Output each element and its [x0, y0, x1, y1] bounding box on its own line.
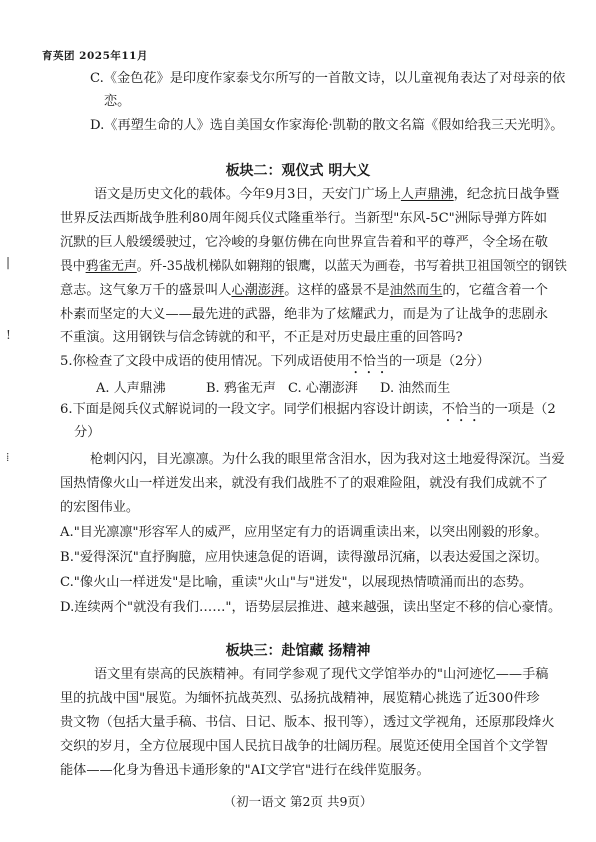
underlined-idiom: 人声鼎沸 [400, 187, 454, 202]
question-6-line2: 分） [74, 425, 101, 440]
paragraph-line: 沉默的巨人般缓缓驶过，它冷峻的身躯仿佛在向世界宣告着和平的尊严，令全场在敬 [60, 235, 548, 250]
underlined-idiom: 油然而生 [389, 283, 443, 298]
section-title: 板块二：观仪式 明大义 [225, 163, 371, 179]
q6-option-d: D.连续两个"就没有我们……"，语势层层推进、越来越强，读出坚定不移的信心豪情。 [60, 600, 562, 615]
paragraph-line: 里的抗战中国"展览。为缅怀抗战英烈、弘扬抗战精神，展览精心挑选了近300件珍 [60, 691, 540, 706]
margin-mark: ! [6, 328, 11, 342]
option-c: C. 心潮澎湃 [288, 381, 358, 396]
section-title: 板块三：赴馆藏 扬精神 [225, 643, 371, 659]
q6-option-b: B."爱得深沉"直抒胸臆，应用快速急促的语调，读得激昂沉痛，以表达爱国之深切。 [60, 550, 548, 565]
option-d: D. 油然而生 [380, 381, 451, 396]
underlined-idiom: 心潮澎湃 [231, 283, 285, 298]
q6-option-c: C."像火山一样迸发"是比喻，重读"火山"与"迸发"，以展现热情喷涌而出的态势。 [60, 575, 533, 590]
option-c-line1: C.《金色花》是印度作家泰戈尔所写的一首散文诗，以儿童视角表达了对母亲的依 [90, 71, 566, 86]
paragraph-line: 能体——化身为鲁迅卡通形象的"AI文学官"进行在线伴览服务。 [60, 763, 430, 778]
quote-line: 枪刺闪闪，目光凛凛。为什么我的眼里常含泪水，因为我对这土地爱得深沉。当爱 [90, 452, 565, 467]
paragraph-line: 不重演。这用钢铁与信念铸就的和平，不正是对历史最庄重的回答吗? [60, 330, 463, 345]
paragraph-line: 畏中鸦雀无声。歼-35战机梯队如翱翔的银鹰，以蓝天为画卷，书写着拱卫祖国领空的钢铁 [60, 259, 567, 274]
q6-option-a: A."目光凛凛"形容军人的威严，应用坚定有力的语调重读出来，以突出刚毅的形象。 [60, 525, 548, 540]
page-footer: （初一语文 第2页 共9页） [223, 794, 373, 809]
question-5: 5.你检查了文段中成语的使用情况。下列成语使用不恰当的一项是（2分） [60, 354, 490, 369]
emphasis-text: 不恰当 [441, 402, 482, 417]
option-d: D.《再塑生命的人》选自美国女作家海伦·凯勒的散文名篇《假如给我三天光明》。 [90, 118, 564, 133]
paragraph-line: 朴素而坚定的大义——最先进的武器，绝非为了炫耀武力，而是为了让战争的悲剧永 [60, 307, 548, 322]
option-b: B. 鸦雀无声 [206, 381, 276, 396]
paragraph-line: 贵文物（包括大量手稿、书信、日记、版本、报刊等），透过文学视角，还原那段烽火 [60, 715, 555, 730]
quote-line: 的宏图伟业。 [60, 500, 140, 515]
paragraph-line: 世界反法西斯战争胜利80周年阅兵仪式隆重举行。当新型"东风-5C"洲际导弹方阵如 [60, 211, 548, 226]
quote-line: 国热情像火山一样迸发出来，就没有我们战胜不了的艰难险阻，就没有我们成就不了 [60, 476, 548, 491]
margin-mark: ⁞ [6, 450, 10, 464]
margin-mark: | [6, 255, 11, 269]
question-6: 6.下面是阅兵仪式解说词的一段文字。同学们根据内容设计朗读，不恰当的一项是（2 [60, 402, 556, 417]
underlined-idiom: 鸦雀无声 [85, 259, 137, 274]
paragraph-line: 语文里有崇高的民族精神。有同学参观了现代文学馆举办的"山河迹忆——手稿 [94, 667, 549, 682]
paragraph-line: 交织的岁月，全方位展现中国人民抗日战争的壮阔历程。展览还使用全国首个文学智 [60, 739, 548, 754]
option-c-line2: 恋。 [104, 94, 131, 109]
question-5-options [96, 377, 450, 396]
page-header: 育英团 2025年11月 [42, 50, 148, 62]
paragraph-line: 意志。这气象万千的盛景叫人心潮澎湃。这样的盛景不是油然而生的，它蕴含着一个 [60, 283, 548, 298]
emphasis-text: 不恰当 [349, 354, 390, 369]
paragraph-line: 语文是历史文化的载体。今年9月3日，天安门广场上人声鼎沸，纪念抗日战争暨 [94, 187, 560, 202]
option-a: A. 人声鼎沸 [96, 381, 166, 396]
